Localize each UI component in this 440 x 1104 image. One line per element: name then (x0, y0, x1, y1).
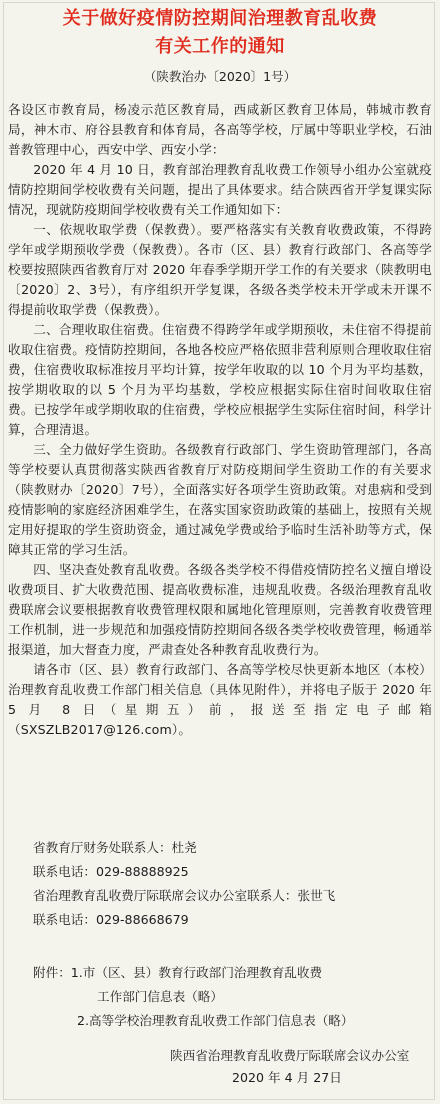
document-body (8, 100, 432, 740)
attachment-item-1-cont: 工作部门信息表（略） (97, 989, 223, 1004)
section-enforcement-paragraph: 四、坚决查处教育乱收费。各级各类学校不得借疫情防控名义擅自增设收费项目、扩大收费范围、提高收费标准，违规乱收费。各级治理教育乱收费联席会议要根据教育收费管理权限和属地化管理原则，完善教育收费管理工作机制，进一步规范和加强疫情防控期间各级各类学校收费管理，畅通举报渠道，加大督查力度，严肃查处各种教育乱收费行为。 (8, 562, 432, 657)
submission-paragraph: 请各市（区、县）教育行政部门、各高等学校尽快更新本地区（本校）治理教育乱收费工作部门相关信息（具体见附件），并将电子版于 2020 年 5 月 8 日（星期五）前，报送至指定电子邮箱（SXSZLB2017@126.com）。 (8, 662, 432, 737)
addressee-paragraph: 各设区市教育局，杨凌示范区教育局，西咸新区教育卫体局，韩城市教育局，神木市、府谷县教育和体育局，各高等学校，厅属中等职业学校，石油普教管理中心，西安中学、西安小学： (8, 102, 432, 157)
contact-finance-person: 省教育厅财务处联系人：杜尧 (33, 840, 197, 855)
intro-paragraph: 2020 年 4 月 10 日，教育部治理教育乱收费工作领导小组办公室就疫情防控期间学校收费有关问题，提出了具体要求。结合陕西省开学复课实际情况，现就防疫期间学校收费有关工作通知如下： (8, 162, 432, 217)
document-title-line2: 有关工作的通知 (155, 36, 285, 57)
document-number: （陕教治办〔2020〕1号） (143, 69, 297, 84)
section-aid-paragraph: 三、全力做好学生资助。各级教育行政部门、学生资助管理部门，各高等学校要认真贯彻落实陕西省教育厅对防疫期间学生资助工作的有关要求（陕教财办〔2020〕7号），全面落实好各项学生资助政策。对患病和受到疫情影响的家庭经济困难学生，在落实国家资助政策的基础上，按照有关规定用好提取的学生资助资金，通过减免学费或给予临时生活补助等方式，保障其正常的学习生活。 (8, 442, 432, 557)
contact-finance-phone: 联系电话：029-88888925 (33, 864, 189, 879)
section-tuition-paragraph: 一、依规收取学费（保教费）。要严格落实有关教育收费政策，不得跨学年或学期预收学费（保教费）。各市（区、县）教育行政部门、各高等学校要按照陕西省教育厅对 2020 年春季学期开学工作的有关要求（陕教明电〔2020〕2、3号），有序组织开学复课，各级各类学校未开学或未开课不得提前收取学费（保教费）。 (8, 222, 432, 317)
signature-date: 2020 年 4 月 27日 (232, 1070, 342, 1085)
attachment-item-2: 2.高等学校治理教育乱收费工作部门信息表（略） (77, 1013, 354, 1028)
section-dormitory-paragraph: 二、合理收取住宿费。住宿费不得跨学年或学期预收，未住宿不得提前收取住宿费。疫情防控期间，各地各校应严格依照非营利原则合理收取住宿费，住宿费收取标准按月平均计算，按学年收取的以 10 个月为平均基数，按学期收取的以 5 个月为平均基数，学校应根据实际住宿时间收取住宿费。已按学年或学期收取的住宿费，学校应根据学生实际住宿时间，科学计算，合理清退。 (8, 322, 432, 437)
document-title-line1: 关于做好疫情防控期间治理教育乱收费 (62, 8, 378, 29)
contact-office-phone: 联系电话：029-88668679 (33, 912, 189, 927)
signature-org: 陕西省治理教育乱收费厅际联席会议办公室 (170, 1048, 410, 1063)
contact-office-person: 省治理教育乱收费厅际联席会议办公室联系人：张世飞 (33, 888, 336, 903)
attachment-item-1: 附件：1.市（区、县）教育行政部门治理教育乱收费 (33, 965, 323, 980)
